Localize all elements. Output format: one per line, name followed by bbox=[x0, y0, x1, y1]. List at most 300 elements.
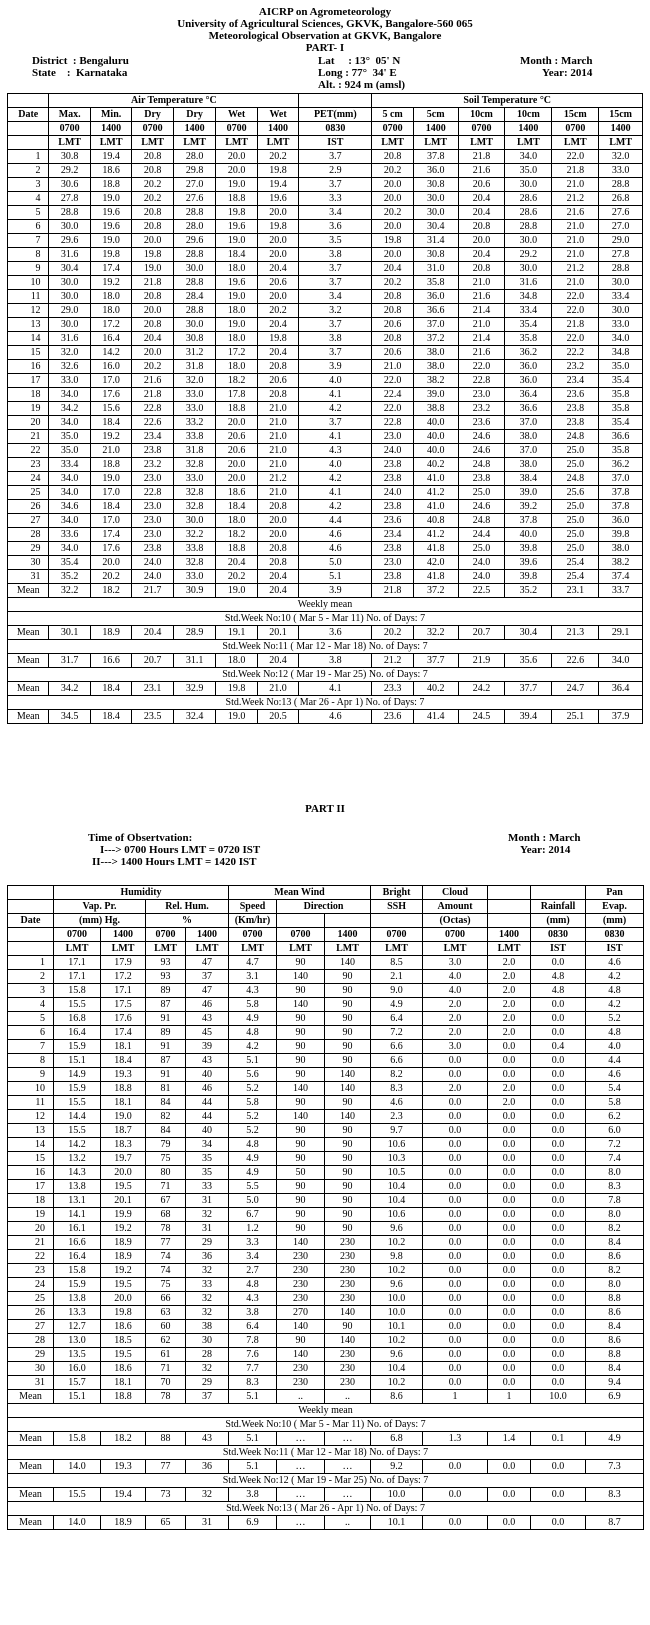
column-header: 10cm bbox=[458, 108, 505, 122]
value-cell: 14.4 bbox=[54, 1110, 101, 1124]
value-cell: 9.7 bbox=[371, 1124, 423, 1138]
value-cell: 0.0 bbox=[423, 1208, 488, 1222]
table-row bbox=[8, 1362, 644, 1376]
date-cell: 4 bbox=[8, 998, 54, 1012]
evap-unit: (mm) bbox=[586, 914, 644, 928]
value-cell: 0.0 bbox=[488, 1488, 531, 1502]
value-cell: 43 bbox=[186, 1432, 229, 1446]
value-cell: … bbox=[325, 1460, 371, 1474]
value-cell: 15.5 bbox=[54, 1488, 101, 1502]
value-cell: 31.8 bbox=[173, 444, 216, 458]
value-cell: 21.0 bbox=[552, 220, 599, 234]
value-cell: 21.8 bbox=[132, 388, 173, 402]
value-cell: 21.2 bbox=[552, 262, 599, 276]
value-cell: 17.4 bbox=[90, 528, 131, 542]
value-cell: 19.3 bbox=[101, 1068, 146, 1082]
column-header: PET(mm) bbox=[299, 108, 372, 122]
mean-label: Mean bbox=[8, 626, 49, 640]
value-cell: 20.7 bbox=[132, 654, 173, 668]
value-cell: 3.4 bbox=[299, 290, 372, 304]
value-cell: 4.9 bbox=[229, 1012, 277, 1026]
value-cell: 17.4 bbox=[101, 1026, 146, 1040]
value-cell: 91 bbox=[146, 1068, 186, 1082]
zone-header: LMT bbox=[599, 136, 643, 150]
table-row bbox=[8, 220, 643, 234]
value-cell: 4.6 bbox=[299, 542, 372, 556]
value-cell: 77 bbox=[146, 1236, 186, 1250]
value-cell: 8.3 bbox=[586, 1180, 644, 1194]
value-cell: 30.8 bbox=[413, 178, 458, 192]
value-cell: 24.0 bbox=[132, 570, 173, 584]
week-title: Std.Week No:10 ( Mar 5 - Mar 11) No. of Days: 7 bbox=[8, 612, 643, 626]
zone-header: LMT bbox=[186, 942, 229, 956]
value-cell: 23.8 bbox=[372, 542, 413, 556]
value-cell: 0.0 bbox=[488, 1110, 531, 1124]
value-cell: 18.3 bbox=[101, 1138, 146, 1152]
value-cell: 20.8 bbox=[132, 290, 173, 304]
table-row bbox=[8, 234, 643, 248]
value-cell: 29.0 bbox=[49, 304, 90, 318]
value-cell: 18.0 bbox=[216, 654, 257, 668]
value-cell: 2.0 bbox=[423, 1082, 488, 1096]
value-cell: 3.7 bbox=[299, 178, 372, 192]
table-row bbox=[8, 1110, 644, 1124]
value-cell: 46 bbox=[186, 998, 229, 1012]
value-cell: 28.8 bbox=[599, 178, 643, 192]
table-row bbox=[8, 430, 643, 444]
value-cell: 20.0 bbox=[257, 290, 298, 304]
value-cell: 1.4 bbox=[488, 1432, 531, 1446]
value-cell: 19.6 bbox=[90, 220, 131, 234]
value-cell: 23.0 bbox=[132, 528, 173, 542]
value-cell: 91 bbox=[146, 1012, 186, 1026]
date-cell: 16 bbox=[8, 1166, 54, 1180]
table-row bbox=[8, 984, 644, 998]
value-cell: 3.3 bbox=[229, 1236, 277, 1250]
value-cell: 20.0 bbox=[257, 234, 298, 248]
value-cell: 23.4 bbox=[372, 528, 413, 542]
value-cell: 41.2 bbox=[413, 486, 458, 500]
value-cell: 21.0 bbox=[257, 430, 298, 444]
value-cell: 32.2 bbox=[49, 584, 90, 598]
value-cell: 20.4 bbox=[372, 262, 413, 276]
date-cell: Mean bbox=[8, 584, 49, 598]
value-cell: 8.5 bbox=[371, 956, 423, 970]
value-cell: 19.0 bbox=[216, 178, 257, 192]
obs-time-1: I---> 0700 Hours LMT = 0720 IST bbox=[100, 844, 261, 856]
value-cell: 0.0 bbox=[488, 1068, 531, 1082]
value-cell: 0.0 bbox=[423, 1068, 488, 1082]
value-cell: 28.8 bbox=[599, 262, 643, 276]
value-cell: 0.0 bbox=[488, 1320, 531, 1334]
value-cell: 230 bbox=[325, 1236, 371, 1250]
value-cell: 23.3 bbox=[372, 682, 413, 696]
zone-header: LMT bbox=[413, 136, 458, 150]
value-cell: 17.4 bbox=[90, 262, 131, 276]
value-cell: 20.6 bbox=[372, 318, 413, 332]
value-cell: 33.0 bbox=[49, 374, 90, 388]
value-cell: 4.7 bbox=[229, 956, 277, 970]
table-row bbox=[8, 346, 643, 360]
value-cell: 0.0 bbox=[531, 1026, 586, 1040]
value-cell: 71 bbox=[146, 1362, 186, 1376]
date-cell: 13 bbox=[8, 318, 49, 332]
value-cell: 0.0 bbox=[488, 1334, 531, 1348]
date-cell: 22 bbox=[8, 444, 49, 458]
part2-title: PART II bbox=[305, 803, 345, 815]
value-cell: 4.3 bbox=[299, 444, 372, 458]
value-cell: 20.4 bbox=[132, 626, 173, 640]
report-title: AICRP on Agrometeorology bbox=[258, 6, 392, 18]
value-cell: 0.0 bbox=[488, 1264, 531, 1278]
value-cell: 14.9 bbox=[54, 1068, 101, 1082]
value-cell: 38.0 bbox=[413, 360, 458, 374]
date-cell: 11 bbox=[8, 1096, 54, 1110]
value-cell: 17.1 bbox=[54, 970, 101, 984]
state: State : Karnataka bbox=[32, 67, 128, 79]
value-cell: 4.1 bbox=[299, 682, 372, 696]
air-temperature-header: Air Temperature °C bbox=[49, 94, 299, 108]
value-cell: 13.0 bbox=[54, 1334, 101, 1348]
value-cell: 7.2 bbox=[586, 1138, 644, 1152]
value-cell: 33.0 bbox=[173, 472, 216, 486]
value-cell: 24.0 bbox=[372, 444, 413, 458]
value-cell: 25.0 bbox=[552, 458, 599, 472]
value-cell: 20.2 bbox=[372, 206, 413, 220]
value-cell: 30.4 bbox=[505, 626, 552, 640]
time-header: 0700 bbox=[229, 928, 277, 942]
value-cell: 20.7 bbox=[458, 626, 505, 640]
table-row bbox=[8, 1012, 644, 1026]
value-cell: 20.0 bbox=[90, 556, 131, 570]
value-cell: 39.6 bbox=[505, 556, 552, 570]
value-cell: 230 bbox=[277, 1250, 325, 1264]
value-cell: 16.8 bbox=[54, 1012, 101, 1026]
empty-header-cell bbox=[8, 122, 49, 136]
value-cell: 29 bbox=[186, 1376, 229, 1390]
value-cell: 3.8 bbox=[299, 332, 372, 346]
value-cell: 28.8 bbox=[173, 304, 216, 318]
value-cell: 0.0 bbox=[531, 1460, 586, 1474]
value-cell: 19.0 bbox=[216, 710, 257, 724]
vap-pr-header: Vap. Pr. bbox=[54, 900, 146, 914]
value-cell: 15.1 bbox=[54, 1054, 101, 1068]
date-cell: 12 bbox=[8, 304, 49, 318]
value-cell: 23.0 bbox=[132, 472, 173, 486]
date-cell: 23 bbox=[8, 1264, 54, 1278]
value-cell: 21.0 bbox=[257, 444, 298, 458]
empty-header-cell bbox=[8, 886, 54, 900]
value-cell: 19.0 bbox=[216, 234, 257, 248]
value-cell: 28.0 bbox=[173, 150, 216, 164]
value-cell: 16.4 bbox=[90, 332, 131, 346]
value-cell: 3.8 bbox=[229, 1488, 277, 1502]
value-cell: 36.0 bbox=[599, 514, 643, 528]
value-cell: 28.0 bbox=[173, 220, 216, 234]
date-cell: 14 bbox=[8, 332, 49, 346]
value-cell: 32.8 bbox=[173, 486, 216, 500]
value-cell: 37.8 bbox=[413, 150, 458, 164]
value-cell: 23.1 bbox=[552, 584, 599, 598]
value-cell: 18.6 bbox=[101, 1362, 146, 1376]
date-cell: 29 bbox=[8, 542, 49, 556]
value-cell: 20.4 bbox=[257, 346, 298, 360]
value-cell: 32.0 bbox=[49, 346, 90, 360]
value-cell: 23.8 bbox=[552, 402, 599, 416]
value-cell: 36.6 bbox=[413, 304, 458, 318]
value-cell: 5.8 bbox=[586, 1096, 644, 1110]
value-cell: 21.2 bbox=[372, 654, 413, 668]
value-cell: .. bbox=[325, 1516, 371, 1530]
value-cell: 32 bbox=[186, 1306, 229, 1320]
value-cell: 40.0 bbox=[413, 444, 458, 458]
date-cell: 15 bbox=[8, 1152, 54, 1166]
time-header: 1400 bbox=[186, 928, 229, 942]
value-cell: 13.8 bbox=[54, 1292, 101, 1306]
value-cell: 13.3 bbox=[54, 1306, 101, 1320]
value-cell: 90 bbox=[277, 1138, 325, 1152]
table-row bbox=[8, 276, 643, 290]
value-cell: 4.8 bbox=[586, 984, 644, 998]
value-cell: 2.0 bbox=[488, 998, 531, 1012]
table-row bbox=[8, 1068, 644, 1082]
value-cell: 20.8 bbox=[372, 150, 413, 164]
value-cell: 20.8 bbox=[257, 360, 298, 374]
value-cell: 23.2 bbox=[458, 402, 505, 416]
value-cell: 39.0 bbox=[505, 486, 552, 500]
value-cell: 19.5 bbox=[101, 1180, 146, 1194]
value-cell: 0.0 bbox=[531, 1012, 586, 1026]
value-cell: 21.6 bbox=[458, 290, 505, 304]
value-cell: 20.4 bbox=[132, 332, 173, 346]
value-cell: 28.6 bbox=[505, 206, 552, 220]
value-cell: 140 bbox=[277, 970, 325, 984]
date-cell: 22 bbox=[8, 1250, 54, 1264]
value-cell: 2.1 bbox=[371, 970, 423, 984]
value-cell: 140 bbox=[325, 1082, 371, 1096]
week-title: Std.Week No:13 ( Mar 26 - Apr 1) No. of Days: 7 bbox=[8, 1502, 644, 1516]
value-cell: 77 bbox=[146, 1460, 186, 1474]
value-cell: 21.6 bbox=[458, 346, 505, 360]
time-header: 0700 bbox=[54, 928, 101, 942]
value-cell: 18.4 bbox=[216, 248, 257, 262]
date-cell: 5 bbox=[8, 1012, 54, 1026]
value-cell: 84 bbox=[146, 1096, 186, 1110]
part1-column-header-row bbox=[8, 108, 643, 122]
value-cell: 0.0 bbox=[531, 1250, 586, 1264]
value-cell: 17.8 bbox=[216, 388, 257, 402]
time-header: 1400 bbox=[325, 928, 371, 942]
value-cell: 0.0 bbox=[488, 1376, 531, 1390]
value-cell: 24.5 bbox=[458, 710, 505, 724]
value-cell: 230 bbox=[325, 1250, 371, 1264]
value-cell: 230 bbox=[277, 1376, 325, 1390]
value-cell: 30.0 bbox=[173, 514, 216, 528]
value-cell: 3.8 bbox=[229, 1306, 277, 1320]
value-cell: 140 bbox=[325, 1110, 371, 1124]
value-cell: 21.0 bbox=[458, 276, 505, 290]
value-cell: 10.2 bbox=[371, 1334, 423, 1348]
value-cell: 20.6 bbox=[458, 178, 505, 192]
value-cell: 25.0 bbox=[552, 514, 599, 528]
value-cell: 20.0 bbox=[216, 458, 257, 472]
value-cell: 33.0 bbox=[173, 570, 216, 584]
date-cell: 24 bbox=[8, 472, 49, 486]
value-cell: 8.3 bbox=[586, 1488, 644, 1502]
value-cell: 27.0 bbox=[599, 220, 643, 234]
value-cell: 20.8 bbox=[132, 220, 173, 234]
value-cell: 14.3 bbox=[54, 1166, 101, 1180]
value-cell: 20.0 bbox=[216, 472, 257, 486]
value-cell: 3.6 bbox=[299, 626, 372, 640]
evap-header: Evap. bbox=[586, 900, 644, 914]
value-cell: 31 bbox=[186, 1516, 229, 1530]
date-cell: 10 bbox=[8, 1082, 54, 1096]
value-cell: 140 bbox=[325, 1068, 371, 1082]
value-cell: 37.2 bbox=[413, 584, 458, 598]
value-cell: 0.0 bbox=[531, 1306, 586, 1320]
value-cell: 28.8 bbox=[505, 220, 552, 234]
value-cell: 23.6 bbox=[552, 388, 599, 402]
value-cell: 90 bbox=[325, 998, 371, 1012]
value-cell: 0.0 bbox=[488, 1208, 531, 1222]
time-header: 0830 bbox=[531, 928, 586, 942]
value-cell: 20.0 bbox=[132, 234, 173, 248]
value-cell: 5.4 bbox=[586, 1082, 644, 1096]
date-cell: 8 bbox=[8, 1054, 54, 1068]
value-cell: 18.4 bbox=[216, 500, 257, 514]
value-cell: 20.5 bbox=[257, 710, 298, 724]
value-cell: 19.6 bbox=[257, 192, 298, 206]
value-cell: 21.6 bbox=[458, 164, 505, 178]
week-title-row bbox=[8, 696, 643, 710]
value-cell: 20.8 bbox=[257, 500, 298, 514]
value-cell: 19.2 bbox=[90, 430, 131, 444]
value-cell: 4.2 bbox=[299, 402, 372, 416]
value-cell: 37 bbox=[186, 1390, 229, 1404]
value-cell: 20.2 bbox=[372, 164, 413, 178]
value-cell: 3.7 bbox=[299, 150, 372, 164]
table-row bbox=[8, 374, 643, 388]
value-cell: 0.0 bbox=[531, 1068, 586, 1082]
value-cell: 25.0 bbox=[552, 444, 599, 458]
value-cell: 0.0 bbox=[423, 1306, 488, 1320]
value-cell: 21.0 bbox=[552, 276, 599, 290]
date-cell: 16 bbox=[8, 360, 49, 374]
week-title: Std.Week No:12 ( Mar 19 - Mar 25) No. of Days: 7 bbox=[8, 1474, 644, 1488]
value-cell: 0.0 bbox=[423, 1166, 488, 1180]
date-cell: 6 bbox=[8, 220, 49, 234]
value-cell: 31 bbox=[186, 1194, 229, 1208]
humidity-header: Humidity bbox=[54, 886, 229, 900]
column-header: Min. bbox=[90, 108, 131, 122]
zone-header: LMT bbox=[49, 136, 90, 150]
value-cell: 19.7 bbox=[101, 1152, 146, 1166]
week-mean-row bbox=[8, 710, 643, 724]
value-cell: 4.2 bbox=[299, 500, 372, 514]
time-header: 0700 bbox=[132, 122, 173, 136]
value-cell: 3.7 bbox=[299, 346, 372, 360]
value-cell: 33.7 bbox=[599, 584, 643, 598]
value-cell: 15.5 bbox=[54, 998, 101, 1012]
part2-year: Year: 2014 bbox=[520, 844, 571, 856]
value-cell: 33.8 bbox=[173, 430, 216, 444]
date-cell: 9 bbox=[8, 262, 49, 276]
value-cell: 32.2 bbox=[173, 528, 216, 542]
value-cell: 39.4 bbox=[505, 710, 552, 724]
table-row bbox=[8, 956, 644, 970]
column-header: 10cm bbox=[505, 108, 552, 122]
value-cell: 44 bbox=[186, 1110, 229, 1124]
value-cell: 34.0 bbox=[49, 388, 90, 402]
week-title: Std.Week No:11 ( Mar 12 - Mar 18) No. of Days: 7 bbox=[8, 1446, 644, 1460]
table-row bbox=[8, 1348, 644, 1362]
value-cell: 21.6 bbox=[132, 374, 173, 388]
zone-header: LMT bbox=[325, 942, 371, 956]
value-cell: 60 bbox=[146, 1320, 186, 1334]
value-cell: 8.7 bbox=[586, 1516, 644, 1530]
value-cell: 0.0 bbox=[488, 1166, 531, 1180]
value-cell: 0.0 bbox=[488, 1054, 531, 1068]
table-row bbox=[8, 500, 643, 514]
empty-header-cell bbox=[8, 94, 49, 108]
value-cell: 20.0 bbox=[257, 248, 298, 262]
value-cell: 18.1 bbox=[101, 1096, 146, 1110]
value-cell: 28.9 bbox=[173, 626, 216, 640]
value-cell: 21.0 bbox=[257, 458, 298, 472]
date-cell: 29 bbox=[8, 1348, 54, 1362]
value-cell: 0.0 bbox=[531, 1264, 586, 1278]
value-cell: 0.0 bbox=[423, 1362, 488, 1376]
value-cell: 20.4 bbox=[257, 654, 298, 668]
table-row bbox=[8, 1306, 644, 1320]
value-cell: 0.0 bbox=[531, 1236, 586, 1250]
value-cell: 29.1 bbox=[599, 626, 643, 640]
value-cell: 5.5 bbox=[229, 1180, 277, 1194]
value-cell: 20.4 bbox=[257, 570, 298, 584]
date-header: Date bbox=[8, 914, 54, 928]
value-cell: 5.2 bbox=[229, 1082, 277, 1096]
value-cell: 30.0 bbox=[49, 318, 90, 332]
column-header: Max. bbox=[49, 108, 90, 122]
value-cell: 88 bbox=[146, 1432, 186, 1446]
time-header: 1400 bbox=[599, 122, 643, 136]
value-cell: 0.0 bbox=[531, 1488, 586, 1502]
value-cell: 30.6 bbox=[49, 178, 90, 192]
value-cell: 29.8 bbox=[173, 164, 216, 178]
zone-header: LMT bbox=[257, 136, 298, 150]
value-cell: 4.9 bbox=[229, 1166, 277, 1180]
value-cell: 20.2 bbox=[132, 178, 173, 192]
date-cell: 1 bbox=[8, 956, 54, 970]
value-cell: 4.0 bbox=[423, 970, 488, 984]
value-cell: 0.0 bbox=[488, 1222, 531, 1236]
value-cell: 20.4 bbox=[458, 248, 505, 262]
value-cell: 2.0 bbox=[423, 998, 488, 1012]
value-cell: 15.5 bbox=[54, 1096, 101, 1110]
value-cell: 0.0 bbox=[423, 1376, 488, 1390]
value-cell: 90 bbox=[325, 1012, 371, 1026]
value-cell: 20.8 bbox=[257, 556, 298, 570]
value-cell: 40.2 bbox=[413, 682, 458, 696]
table-row bbox=[8, 1040, 644, 1054]
value-cell: 20.6 bbox=[257, 374, 298, 388]
value-cell: 8.2 bbox=[586, 1222, 644, 1236]
value-cell: 21.0 bbox=[552, 248, 599, 262]
value-cell: 20.8 bbox=[132, 206, 173, 220]
value-cell: 32 bbox=[186, 1208, 229, 1222]
value-cell: 27.8 bbox=[49, 192, 90, 206]
